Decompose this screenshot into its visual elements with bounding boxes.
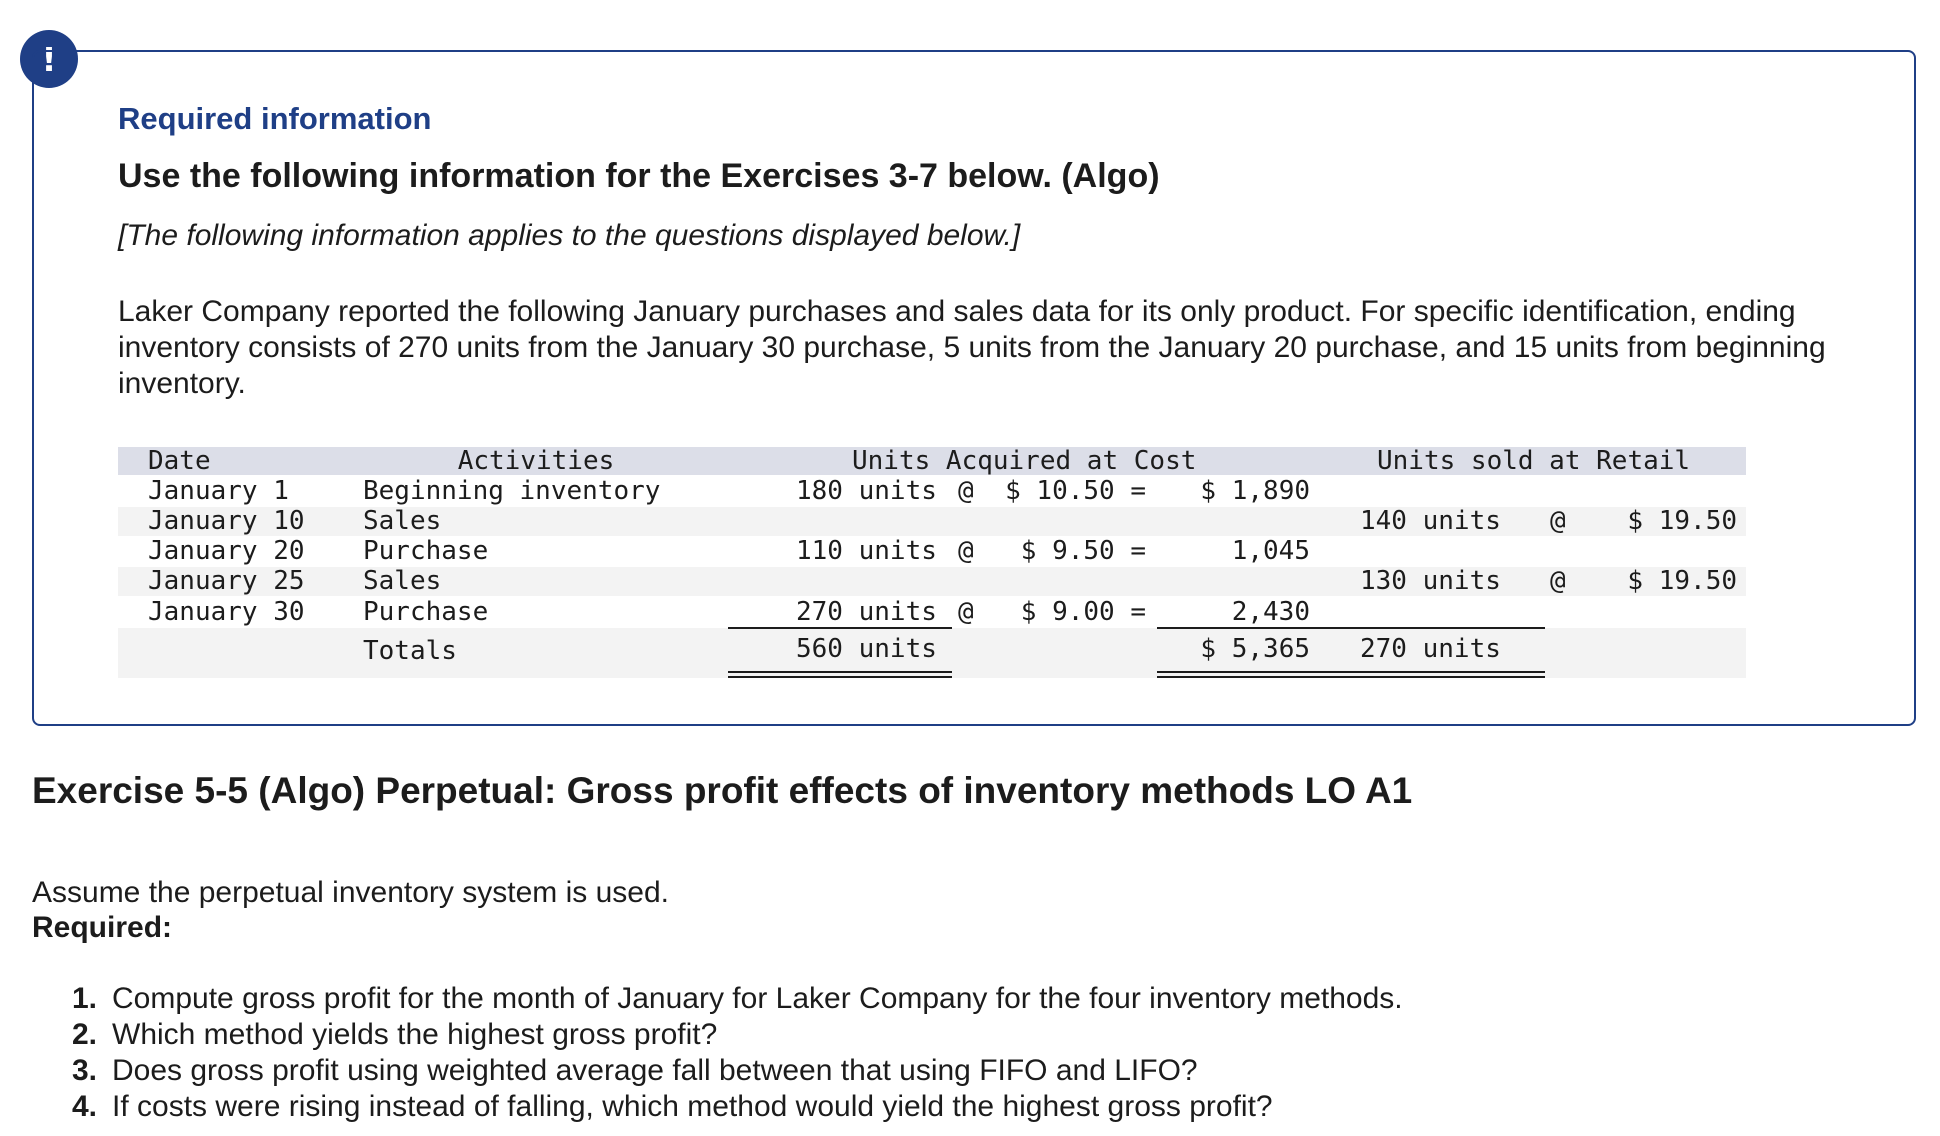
intro-paragraph: Laker Company reported the following January purchases and sales data for its only product. For specific identification, ending inventory consists of 270 units from the January 30 purchase, 5 units from the January 20 purchase, and 15 units from beginning inventory. [118,295,1826,400]
row-activity: Purchase [363,597,489,627]
list-item-number: 4. [72,1090,98,1123]
acq-total-underline [1157,627,1545,629]
totals-double-underline [1157,671,1545,678]
header-activities: Activities [457,446,615,476]
totals-acq-total: $ 5,365 [1200,634,1310,664]
totals-acq-units: 560 units [796,634,937,664]
row-sold-at: @ [1550,566,1566,596]
row-acq-units: 270 units [796,597,937,627]
list-item [62,1053,1403,1089]
row-date: January 1 [148,476,289,506]
row-acq-at: @ [958,597,974,627]
applies-note: [The following information applies to the questions displayed below.] [118,219,1021,252]
row-acq-cost: $ 9.00 = [1020,597,1146,627]
list-item-text: Compute gross profit for the month of January for Laker Company for the four inventory methods. [112,982,1403,1015]
row-sold-at: @ [1550,506,1566,536]
assumption-text: Assume the perpetual inventory system is used. [32,876,669,909]
totals-label: Totals [363,636,457,666]
row-acq-units: 110 units [796,536,937,566]
row-activity: Purchase [363,536,489,566]
row-date: January 20 [148,536,305,566]
row-sold-units: 140 units [1360,506,1501,536]
list-item [62,1089,1403,1125]
row-acq-total: 1,045 [1231,536,1310,566]
list-item-number: 1. [72,982,98,1015]
row-sold-price: $ 19.50 [1627,566,1737,596]
row-acq-at: @ [958,536,974,566]
required-information-heading: Required information [118,101,432,136]
row-sold-units: 130 units [1360,566,1501,596]
row-acq-units: 180 units [796,476,937,506]
list-item-text: If costs were rising instead of falling, which method would yield the highest gross profit? [112,1090,1273,1123]
alert-icon: ! [20,30,78,88]
row-date: January 30 [148,597,305,627]
totals-sold-units: 270 units [1360,634,1501,664]
list-item-number: 3. [72,1054,98,1087]
list-item [62,981,1403,1017]
row-acq-cost: $ 10.50 = [1005,476,1146,506]
exercise-title: Exercise 5-5 (Algo) Perpetual: Gross profit effects of inventory methods LO A1 [32,770,1413,811]
row-acq-total: $ 1,890 [1200,476,1310,506]
acq-units-underline [728,627,952,629]
header-units-sold: Units sold at Retail [1377,446,1691,476]
row-acq-total: 2,430 [1231,597,1310,627]
header-date: Date [148,446,211,476]
row-activity: Beginning inventory [363,476,661,506]
row-activity: Sales [363,566,442,596]
acq-units-double-underline [728,671,952,678]
list-item-text: Which method yields the highest gross profit? [112,1018,718,1051]
exercise-instructions-heading: Use the following information for the Exercises 3-7 below. (Algo) [118,157,1160,195]
requirements-list [62,981,1403,1125]
list-item [62,1017,1403,1053]
list-item-number: 2. [72,1018,98,1051]
row-date: January 10 [148,506,305,536]
row-activity: Sales [363,506,442,536]
list-item-text: Does gross profit using weighted average fall between that using FIFO and LIFO? [112,1054,1198,1087]
row-acq-cost: $ 9.50 = [1020,536,1146,566]
row-sold-price: $ 19.50 [1627,506,1737,536]
header-units-acquired: Units Acquired at Cost [852,446,1197,476]
required-label: Required: [32,911,173,944]
row-date: January 25 [148,566,305,596]
row-acq-at: @ [958,476,974,506]
